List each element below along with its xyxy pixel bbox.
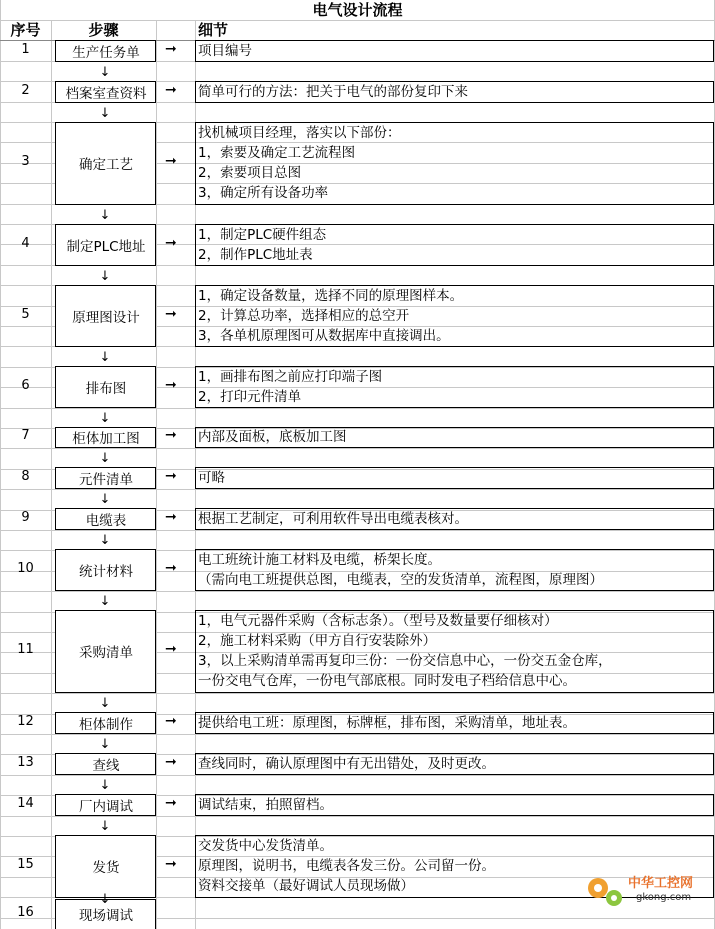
detail-box (196, 41, 714, 62)
detail-line: 内部及面板，底板加工图 (198, 429, 347, 445)
down-arrow-icon: ↓ (99, 64, 111, 80)
row-number: 7 (21, 428, 30, 443)
detail-line: 2，施工材料采购（甲方自行安装除外） (198, 633, 437, 649)
down-arrow-icon: ↓ (99, 349, 111, 365)
page-title: 电气设计流程 (312, 1, 403, 19)
down-arrow-icon: ↓ (99, 736, 111, 752)
detail-line: 2，索要项目总图 (198, 165, 302, 181)
down-arrow-icon: ↓ (99, 410, 111, 426)
watermark (580, 868, 710, 912)
down-arrow-icon: ↓ (99, 818, 111, 834)
detail-line: 3，以上采购清单需再复印三份：一份交信息中心，一份交五金仓库， (198, 653, 612, 669)
watermark-brand: 中华工控网 (628, 876, 694, 891)
right-arrow-icon: ➞ (165, 559, 177, 576)
detail-line: 提供给电工班：原理图，标牌框，排布图，采购清单，地址表。 (198, 714, 576, 731)
right-arrow-icon: ➞ (165, 376, 177, 393)
detail-line: 1，索要及确定工艺流程图 (198, 145, 356, 161)
detail-line: 查线同时，确认原理图中有无出错处，及时更改。 (198, 755, 495, 772)
row-number: 1 (21, 41, 30, 57)
right-arrow-icon: ➞ (165, 234, 177, 251)
detail-line: 电工班统计施工材料及电缆，桥架长度。 (198, 551, 441, 568)
row-number: 15 (17, 857, 34, 872)
down-arrow-icon: ↓ (99, 491, 111, 507)
row-number: 16 (17, 905, 34, 920)
detail-line: 3，确定所有设备功率 (198, 185, 329, 201)
right-arrow-icon: ➞ (165, 40, 177, 57)
step-label: 采购清单 (79, 645, 133, 661)
detail-line: 2，打印元件清单 (198, 388, 302, 405)
right-arrow-icon: ➞ (165, 305, 177, 322)
down-arrow-icon: ↓ (99, 593, 111, 609)
row-number: 13 (17, 754, 34, 770)
row-number: 2 (21, 82, 30, 98)
detail-line: 1，电气元器件采购（含标志条）。（型号及数量要仔细核对） (198, 613, 558, 629)
detail-line: 一份交电气仓库，一份电气部底根。同时发电子档给信息中心。 (198, 673, 576, 689)
step-label: 制定PLC地址 (66, 238, 146, 255)
detail-line: 根据工艺制定，可利用软件导出电缆表核对。 (198, 510, 468, 527)
row-number: 4 (21, 235, 30, 251)
detail-line: 1，制定PLC硬件组态 (198, 226, 327, 243)
step-label: 厂内调试 (79, 798, 133, 815)
down-arrow-icon: ↓ (99, 532, 111, 548)
down-arrow-icon: ↓ (99, 891, 111, 907)
down-arrow-icon: ↓ (99, 450, 111, 466)
down-arrow-icon: ↓ (99, 105, 111, 121)
step-label: 生产任务单 (72, 44, 140, 61)
detail-line: 2，制作PLC地址表 (198, 246, 313, 263)
row-number: 10 (17, 560, 34, 576)
down-arrow-icon: ↓ (99, 268, 111, 284)
right-arrow-icon: ➞ (165, 641, 177, 657)
detail-box (196, 468, 714, 489)
row-number: 9 (21, 509, 30, 525)
detail-line: 简单可行的方法：把关于电气的部份复印下来 (198, 83, 468, 100)
right-arrow-icon: ➞ (165, 508, 177, 525)
detail-line: 原理图，说明书，电缆表各发三份。公司留一份。 (198, 858, 495, 874)
header-seq: 序号 (10, 21, 41, 39)
down-arrow-icon: ↓ (99, 695, 111, 711)
row-number: 3 (21, 154, 30, 169)
step-label: 现场调试 (79, 908, 133, 924)
detail-line: 1，画排布图之前应打印端子图 (198, 368, 383, 385)
right-arrow-icon: ➞ (165, 794, 177, 811)
step-label: 确定工艺 (79, 157, 133, 173)
step-label: 元件清单 (79, 471, 133, 488)
detail-line: 可略 (198, 469, 225, 486)
step-label: 统计材料 (79, 563, 133, 580)
detail-line: 1，确定设备数量，选择不同的原理图样本。 (198, 287, 464, 304)
step-label: 柜体加工图 (72, 431, 140, 447)
step-label: 查线 (92, 757, 120, 774)
right-arrow-icon: ➞ (165, 753, 177, 770)
detail-line: 3，各单机原理图可从数据库中直接调出。 (198, 327, 450, 344)
down-arrow-icon: ↓ (99, 777, 111, 793)
detail-line: 项目编号 (198, 42, 252, 59)
right-arrow-icon: ➞ (165, 467, 177, 484)
right-arrow-icon: ➞ (165, 153, 177, 169)
header-step: 步骤 (88, 21, 119, 39)
right-arrow-icon: ➞ (165, 856, 177, 872)
row-number: 11 (17, 642, 34, 657)
row-number: 12 (17, 713, 34, 729)
detail-line: 交发货中心发货清单。 (198, 838, 333, 854)
detail-line: 调试结束，拍照留档。 (198, 796, 333, 813)
step-label: 发货 (92, 860, 120, 876)
detail-line: 2，计算总功率，选择相应的总空开 (198, 307, 410, 324)
step-label: 柜体制作 (79, 716, 133, 733)
row-number: 14 (17, 795, 34, 811)
gear-logo-icon (580, 868, 628, 912)
step-label: 档案室查资料 (65, 85, 147, 102)
detail-line: （需向电工班提供总图，电缆表，空的发货清单，流程图，原理图） (198, 571, 603, 588)
row-number: 5 (21, 306, 30, 322)
right-arrow-icon: ➞ (165, 81, 177, 98)
row-number: 6 (21, 377, 30, 393)
right-arrow-icon: ➞ (165, 427, 177, 443)
detail-line: 资料交接单（最好调试人员现场做） (198, 878, 414, 894)
step-label: 电缆表 (85, 512, 127, 529)
row-number: 8 (21, 468, 30, 484)
detail-line: 找机械项目经理，落实以下部份： (198, 125, 401, 141)
step-label: 排布图 (85, 380, 127, 397)
step-label: 原理图设计 (72, 309, 140, 326)
header-detail: 细节 (198, 21, 229, 39)
right-arrow-icon: ➞ (165, 712, 177, 729)
down-arrow-icon: ↓ (99, 207, 111, 223)
watermark-domain: gkong.com (636, 892, 692, 903)
